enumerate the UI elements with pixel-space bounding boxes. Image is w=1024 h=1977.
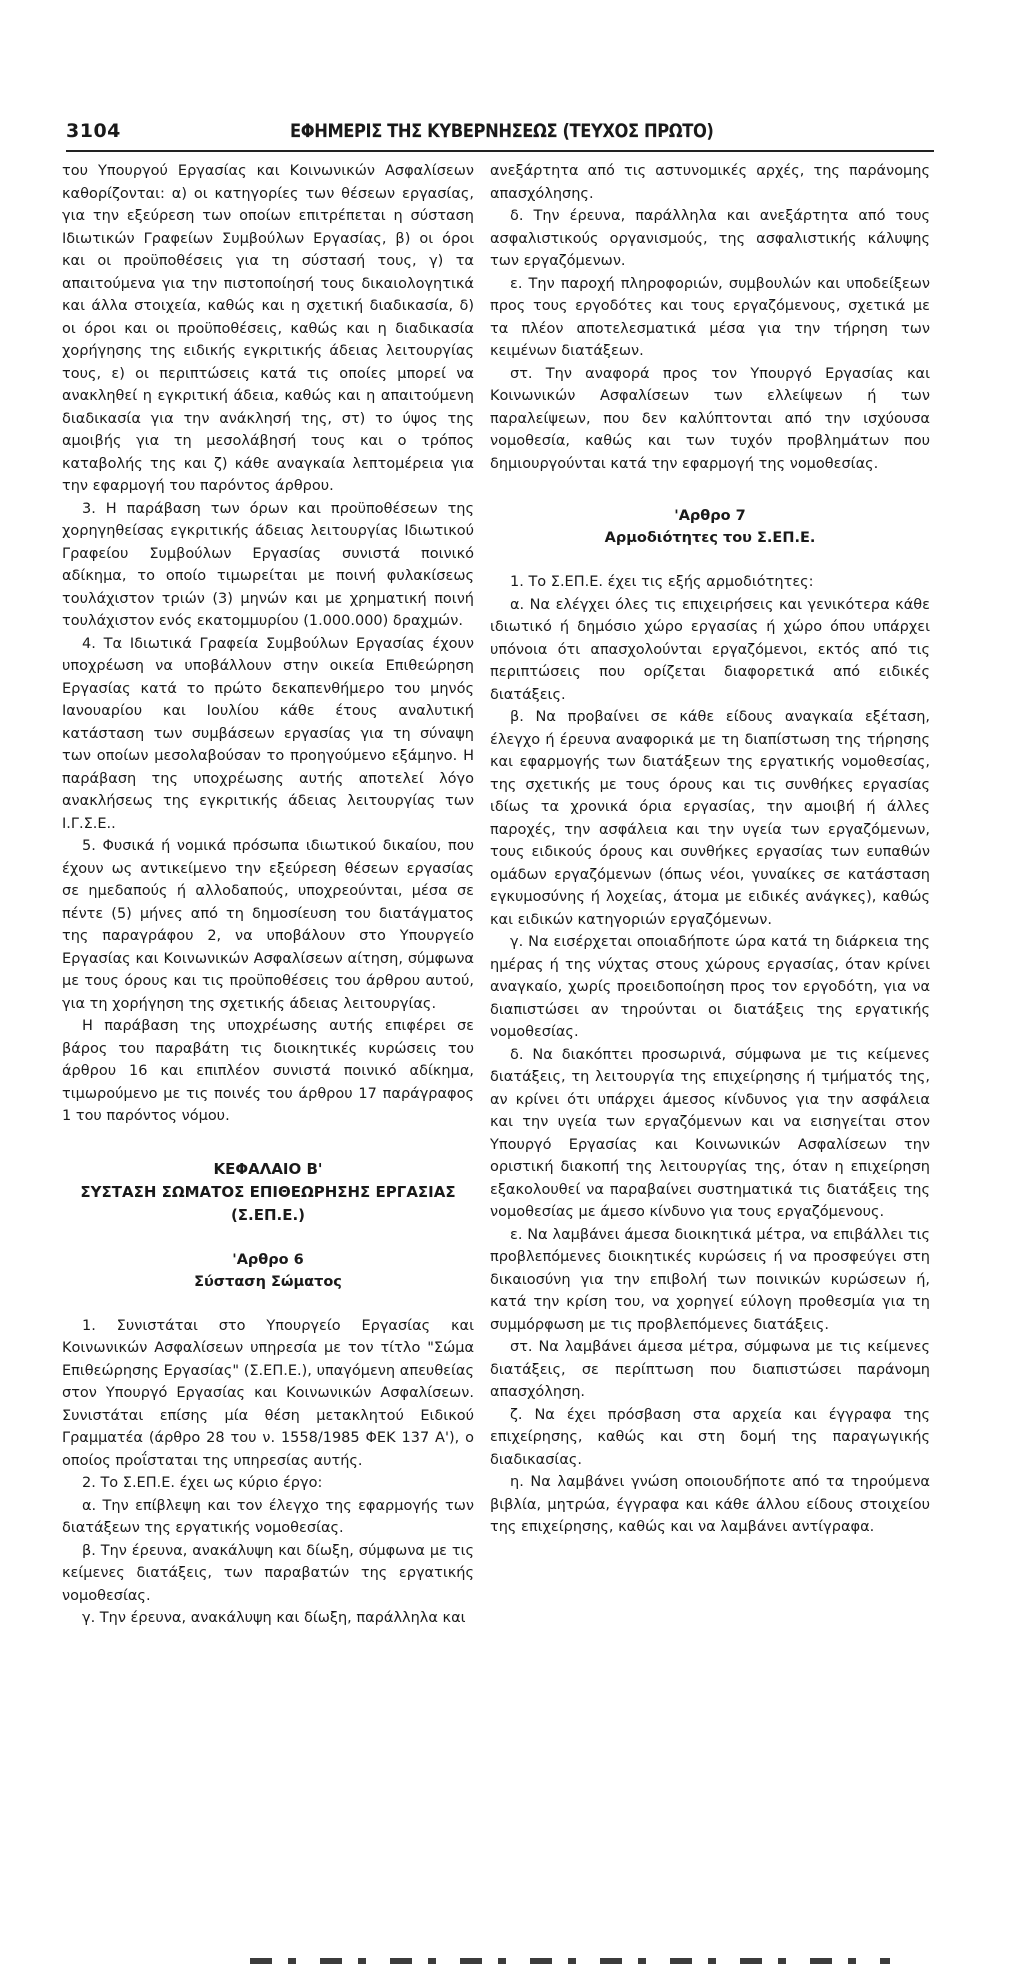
right-paragraph-1: ανεξάρτητα από τις αστυνομικές αρχές, της παράνομης απασχόλησης. <box>490 163 930 202</box>
right-paragraph-8: γ. Να εισέρχεται οποιαδήποτε ώρα κατά τη διάρκεια της ημέρας ή της νύχτας στους χώρους εργασίας, όταν κρίνει αναγκαίο, χωρίς προειδοποίηση προς τον εργοδότη, για να διαπιστώσει αν τηρούνται οι διατάξεις της εργατικής νομοθεσίας. <box>490 934 930 1040</box>
article-7-subtitle: Αρμοδιότητες του Σ.ΕΠ.Ε. <box>604 530 816 546</box>
right-paragraph-4: στ. Την αναφορά προς τον Υπουργό Εργασίας και Κοινωνικών Ασφαλίσεων των ελλείψεων ή των παραλείψεων, που δεν καλύπτονται από την ισχύουσα νομοθεσία, καθώς και των τυχόν προβλημάτων που δημιουργούνται κατά την εφαρμογή της νομοθεσίας. <box>490 365 930 472</box>
article-7-title: 'Αρθρο 7 <box>674 508 746 524</box>
article-6-subtitle: Σύσταση Σώματος <box>194 1273 342 1290</box>
scan-edge-artifact <box>250 1958 890 1964</box>
left-column <box>62 160 474 1630</box>
right-column <box>490 160 930 1539</box>
chapter-title: ΚΕΦΑΛΑΙΟ Β' <box>213 1159 323 1178</box>
right-paragraph-3: ε. Την παροχή πληροφοριών, συμβουλών και υποδείξεων προς τους εργοδότες και τους εργαζόμενους, σχετικά με τα πλέον αποτελεσματικά μέσα για την τήρηση των κειμένων διατάξεων. <box>490 275 930 359</box>
right-paragraph-2: δ. Την έρευνα, παράλληλα και ανεξάρτητα από τους ασφαλιστικούς οργανισμούς, της ασφαλιστικής κάλυψης των εργαζόμενων. <box>490 208 930 269</box>
right-paragraph-5: 1. Το Σ.ΕΠ.Ε. έχει τις εξής αρμοδιότητες: <box>510 574 814 590</box>
right-paragraph-13: η. Να λαμβάνει γνώση οποιουδήποτε από τα τηρούμενα βιβλία, μητρώα, έγγραφα και κάθε άλλου είδους στοιχείου της επιχείρησης, καθώς και να λαμβάνει αντίγραφα. <box>490 1474 930 1535</box>
chapter-subtitle-2: (Σ.ΕΠ.Ε.) <box>230 1205 306 1224</box>
left-paragraph-4: 5. Φυσικά ή νομικά πρόσωπα ιδιωτικού δικαίου, που έχουν ως αντικείμενο την εξεύρεση θέσεων εργασίας σε ημεδαπούς ή αλλοδαπούς, υποχρεούνται, μέσα σε πέντε (5) μήνες από τη δημοσίευση του διατάγματος της παραγράφου 2, να υποβάλουν στο Υπουργείο Εργασίας και Κοινωνικών Ασφαλίσεων αίτηση, σύμφωνα με τους όρους και τις προϋποθέσεις του άρθρου αυτού, για τη χορήγηση της σχετικής άδειας λειτουργίας. <box>62 838 474 1012</box>
page-header <box>66 114 934 152</box>
page-number: 3104 <box>66 120 121 142</box>
right-paragraph-9: δ. Να διακόπτει προσωρινά, σύμφωνα με τις κείμενες διατάξεις, τη λειτουργία της επιχείρησης ή τμήματός της, αν κρίνει ότι υπάρχει άμεσος κίνδυνος για την ασφάλεια και την υγεία των εργαζόμενων και να εισηγείται στον Υπουργό Εργασίας και Κοινωνικών Ασφαλίσεων την οριστική διακοπή της λειτουργίας της, όταν η επιχείρηση εξακολουθεί να παραβαίνει συστηματικά τις διατάξεις της νομοθεσίας με άμεσο κίνδυνο για τους εργαζόμενους. <box>490 1046 930 1220</box>
right-paragraph-6: α. Να ελέγχει όλες τις επιχειρήσεις και γενικότερα κάθε ιδιωτικό ή δημόσιο χώρο εργασίας ή χώρο όπου υπάρχει υπόνοια ότι απασχολούνται εργαζόμενοι, εκτός από τις περιπτώσεις που ορίζεται διαφορετικά από ειδικές διατάξεις. <box>490 596 930 703</box>
journal-title: ΕΦΗΜΕΡΙΣ ΤΗΣ ΚΥΒΕΡΝΗΣΕΩΣ (ΤΕΥΧΟΣ ΠΡΩΤΟ) <box>290 120 714 142</box>
left-paragraph-3: 4. Τα Ιδιωτικά Γραφεία Συμβούλων Εργασίας έχουν υποχρέωση να υποβάλλουν στην οικεία Επιθεώρηση Εργασίας κατά το πρώτο δεκαπενθήμερο του μηνός Ιανουαρίου και Ιουλίου κάθε έτους αναλυτική κατάσταση των συμβάσεων εργασίας για τη σύναψη των οποίων μεσολαβούσαν το προηγούμενο εξάμηνο. Η παράβαση της υποχρέωσης αυτής αποτελεί λόγο ανακλήσεως της εγκριτικής άδειας λειτουργίας των Ι.Γ.Σ.Ε.. <box>62 635 474 832</box>
left-paragraph-8: α. Την επίβλεψη και τον έλεγχο της εφαρμογής των διατάξεων της εργατικής νομοθεσίας. <box>62 1497 474 1536</box>
left-paragraph-5: Η παράβαση της υποχρέωσης αυτής επιφέρει σε βάρος του παραβάτη τις διοικητικές κυρώσεις του άρθρου 16 και επιπλέον συνιστά ποινικό αδίκημα, τιμωρούμενο με τις ποινές του άρθρου 17 παράγραφος 1 του παρόντος νόμου. <box>62 1018 474 1124</box>
article-6-title: 'Αρθρο 6 <box>232 1251 304 1268</box>
left-paragraph-2: 3. Η παράβαση των όρων και προϋποθέσεων της χορηγηθείσας εγκριτικής άδειας λειτουργίας Ιδιωτικού Γραφείου Συμβούλων Εργασίας συνιστά ποινικό αδίκημα, το οποίο τιμωρείται με ποινή φυλακίσεως τουλάχιστον τριών (3) μηνών και με χρηματική ποινή τουλάχιστον ενός εκατομμυρίου (1.000.000) δραχμών. <box>62 500 474 629</box>
left-paragraph-1: του Υπουργού Εργασίας και Κοινωνικών Ασφαλίσεων καθορίζονται: α) οι κατηγορίες των θέσεων εργασίας, για την εξεύρεση των οποίων επιτρέπεται η σύσταση Ιδιωτικών Γραφείων Συμβούλων Εργασίας, β) οι όροι και οι προϋποθέσεις για τη σύστασή τους, γ) τα απαιτούμενα για την πιστοποίησή τους δικαιολογητικά και άλλα στοιχεία, καθώς και η σχετική διαδικασία, δ) οι όροι και οι προϋποθέσεις, καθώς και η διαδικασία χορήγησης της ειδικής εγκριτικής άδειας λειτουργίας τους, ε) οι περιπτώσεις κατά τις οποίες μπορεί να ανακληθεί η εγκριτική άδεια, καθώς και η απαιτούμενη διαδικασία για την ανάκλησή της, στ) το ύψος της αμοιβής για τη μεσολάβησή τους και ο τρόπος καταβολής της και ζ) κάθε αναγκαία λεπτομέρεια για την εφαρμογή του παρόντος άρθρου. <box>62 163 474 494</box>
left-paragraph-6: 1. Συνιστάται στο Υπουργείο Εργασίας και Κοινωνικών Ασφαλίσεων υπηρεσία με τον τίτλο "Σώμα Επιθεώρησης Εργασίας" (Σ.ΕΠ.Ε.), υπαγόμενη απευθείας στον Υπουργό Εργασίας και Κοινωνικών Ασφαλίσεων. Συνιστάται επίσης μία θέση μετακλητού Ειδικού Γραμματέα (άρθρο 28 του ν. 1558/1985 ΦΕΚ 137 Α'), ο οποίος προΐσταται της υπηρεσίας αυτής. <box>62 1317 474 1469</box>
right-paragraph-11: στ. Να λαμβάνει άμεσα μέτρα, σύμφωνα με τις κείμενες διατάξεις, σε περίπτωση που διαπιστώσει παράνομη απασχόληση. <box>490 1339 930 1400</box>
left-paragraph-10: γ. Την έρευνα, ανακάλυψη και δίωξη, παράλληλα και <box>82 1610 466 1626</box>
right-paragraph-7: β. Να προβαίνει σε κάθε είδους αναγκαία εξέταση, έλεγχο ή έρευνα αναφορικά με τη διαπίστωση της τήρησης και εφαρμογής των διατάξεων της εργατικής νομοθεσίας, της σχετικής με τους όρους και τις συνθήκες εργασίας ιδίως τα χρονικά όρια εργασίας, την αμοιβή ή άλλες παροχές, την ασφάλεια και την υγεία των εργαζόμενων, τους ειδικούς όρους και συνθήκες εργασίας των ευπαθών ομάδων εργαζόμενων (όπως νέοι, γυναίκες σε κατάσταση εγκυμοσύνης ή λοχείας, άτομα με ειδικές ανάγκες), καθώς και ειδικών κατηγοριών εργαζόμενων. <box>490 709 930 928</box>
right-paragraph-12: ζ. Να έχει πρόσβαση στα αρχεία και έγγραφα της επιχείρησης, καθώς και στη δομή της παραγωγικής διαδικασίας. <box>490 1406 930 1468</box>
right-paragraph-10: ε. Να λαμβάνει άμεσα διοικητικά μέτρα, να επιβάλλει τις προβλεπόμενες διοικητικές κυρώσεις ή να προσφεύγει στη δικαιοσύνη για την επιβολή των ποινικών κυρώσεων ή, κατά την κρίση του, να χορηγεί εύλογη προθεσμία για τη συμμόρφωση με τις προβλεπόμενες διατάξεις. <box>490 1226 930 1333</box>
chapter-subtitle-1: ΣΥΣΤΑΣΗ ΣΩΜΑΤΟΣ ΕΠΙΘΕΩΡΗΣΗΣ ΕΡΓΑΣΙΑΣ <box>80 1182 456 1201</box>
left-paragraph-7: 2. Το Σ.ΕΠ.Ε. έχει ως κύριο έργο: <box>82 1475 323 1491</box>
left-paragraph-9: β. Την έρευνα, ανακάλυψη και δίωξη, σύμφωνα με τις κείμενες διατάξεις, των παραβατών της εργατικής νομοθεσίας. <box>62 1542 474 1604</box>
